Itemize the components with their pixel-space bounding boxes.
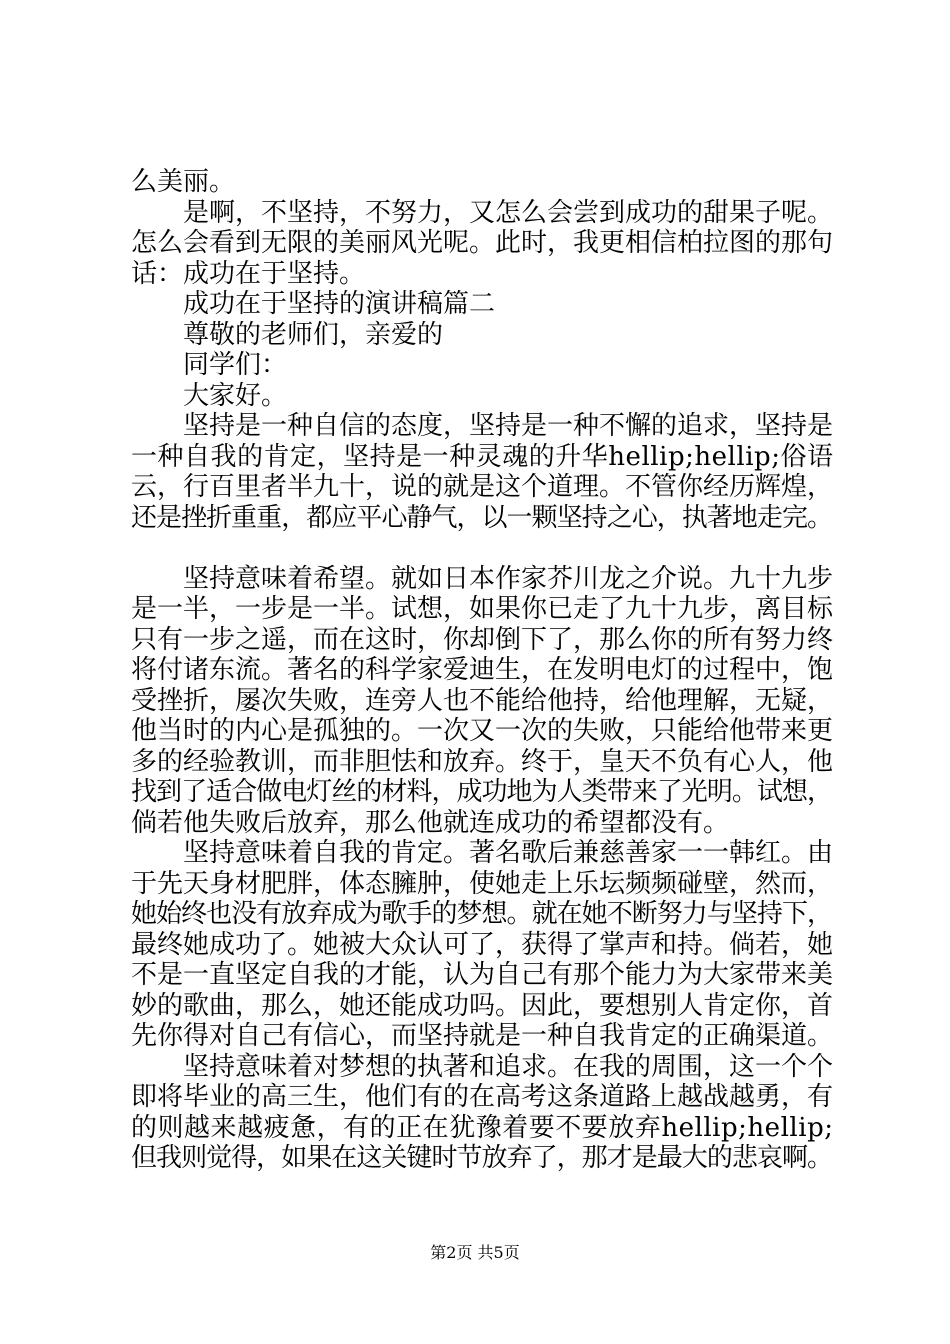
text-line: 她始终也没有放弃成为歌手的梦想。就在她不断努力与坚持下， xyxy=(131,899,833,929)
text-line: 将付诸东流。著名的科学家爱迪生，在发明电灯的过程中，饱 xyxy=(131,655,833,685)
text-line: 怎么会看到无限的美丽风光呢。此时，我更相信柏拉图的那句 xyxy=(131,228,833,258)
text-line: 云，行百里者半九十，说的就是这个道理。不管你经历辉煌， xyxy=(131,472,833,502)
text-line: 多的经验教训，而非胆怯和放弃。终于，皇天不负有心人，他 xyxy=(131,746,833,777)
text-line: 坚持意味着希望。就如日本作家芥川龙之介说。九十九步 xyxy=(183,563,833,594)
text-line: 么美丽。 xyxy=(131,167,236,197)
text-line: 最终她成功了。她被大众认可了，获得了掌声和持。倘若，她 xyxy=(131,929,833,960)
text-line: 不是一直坚定自我的才能，认为自己有那个能力为大家带来美 xyxy=(131,960,833,990)
text-line: 他当时的内心是孤独的。一次又一次的失败，只能给他带来更 xyxy=(131,716,833,746)
page-footer: 第2页 共5页 xyxy=(430,1243,520,1262)
text-line: 坚持意味着自我的肯定。著名歌后兼慈善家一一韩红。由 xyxy=(183,838,833,868)
document-body xyxy=(131,167,833,1174)
text-line: 妙的歌曲，那么，她还能成功吗。因此，要想别人肯定你，首 xyxy=(131,990,833,1021)
text-line: 只有一步之遥，而在这时，你却倒下了，那么你的所有努力终 xyxy=(131,624,833,655)
text-line: 一种自我的肯定，坚持是一种灵魂的升华hellip;hellip;俗语 xyxy=(131,441,834,472)
text-line: 受挫折，屡次失败，连旁人也不能给他持，给他理解，无疑， xyxy=(131,685,833,716)
text-line: 坚持意味着对梦想的执著和追求。在我的周围，这一个个 xyxy=(183,1051,833,1082)
text-line: 话：成功在于坚持。 xyxy=(131,258,366,289)
text-line: 先你得对自己有信心，而坚持就是一种自我肯定的正确渠道。 xyxy=(131,1021,833,1051)
text-line: 坚持是一种自信的态度，坚持是一种不懈的追求，坚持是 xyxy=(183,411,833,441)
text-line: 成功在于坚持的演讲稿篇二 xyxy=(183,289,496,319)
text-line: 倘若他失败后放弃，那么他就连成功的希望都没有。 xyxy=(131,807,730,838)
text-line: 还是挫折重重，都应平心静气，以一颗坚持之心，执著地走完。 xyxy=(131,502,833,533)
text-line: 同学们： xyxy=(183,350,288,380)
paragraph-gap xyxy=(131,533,833,564)
text-line: 大家好。 xyxy=(183,380,288,411)
text-line: 找到了适合做电灯丝的材料，成功地为人类带来了光明。试想， xyxy=(131,777,833,807)
text-line: 于先天身材肥胖，体态臃肿，使她走上乐坛频频碰壁，然而， xyxy=(131,868,833,899)
text-line: 即将毕业的高三生，他们有的在高考这条道路上越战越勇，有 xyxy=(131,1082,833,1112)
text-line: 尊敬的老师们，亲爱的 xyxy=(183,319,444,350)
text-line: 但我则觉得，如果在这关键时节放弃了，那才是最大的悲哀啊。 xyxy=(131,1143,833,1173)
text-line: 是啊，不坚持，不努力，又怎么会尝到成功的甜果子呢。 xyxy=(183,197,833,228)
text-line: 的则越来越疲惫，有的正在犹豫着要不要放弃hellip;hellip; xyxy=(131,1112,834,1143)
text-line: 是一半，一步是一半。试想，如果你已走了九十九步，离目标 xyxy=(131,594,833,624)
